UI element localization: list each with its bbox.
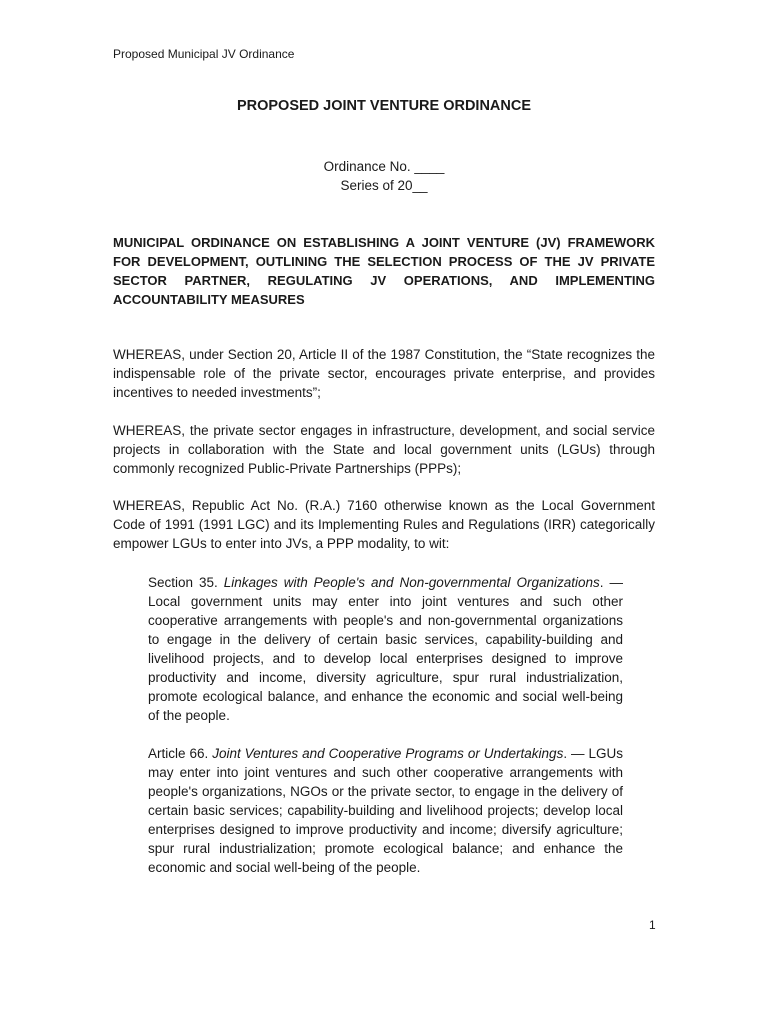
quoted-provision-article-66 [148, 744, 623, 877]
provision-body: LGUs may enter into joint ventures and such other cooperative arrangements with people's organizations, NGOs or the private sector, to engage in the delivery of certain basic services; capability-building and livelihood projects; develop local enterprises designed to improve productivity and income; diversify agriculture; spur rural industrialization; promote ecological balance; and enhance the economic and social well-being of the people. [148, 746, 623, 875]
document-title: PROPOSED JOINT VENTURE ORDINANCE [236, 98, 532, 114]
page-number: 1 [649, 918, 656, 932]
ordinance-subject: MUNICIPAL ORDINANCE ON ESTABLISHING A JOINT VENTURE (JV) FRAMEWORK FOR DEVELOPMENT, OUTLINING THE SELECTION PROCESS OF THE JV PRIVATE SECTOR PARTNER, REGULATING JV OPERATIONS, AND IMPLEMENTING ACCOUNTABILITY MEASURES [113, 235, 655, 307]
provision-prefix: Article 66. [148, 746, 213, 761]
quoted-provision-section-35 [148, 573, 623, 725]
ordinance-number: Ordinance No. ____ [323, 159, 445, 174]
provision-suffix: . — [599, 575, 624, 590]
provision-suffix: . — [563, 746, 589, 761]
whereas-clause-2: WHEREAS, the private sector engages in infrastructure, development, and social service projects in collaboration with the State and local government units (LGUs) through commonly recognized Public-Private Partnerships (PPPs); [113, 423, 655, 476]
provision-body: Local government units may enter into joint ventures and such other cooperative arrangements with people's and non-governmental organizations to engage in the delivery of certain basic services, capability-building and livelihood projects, and to develop local enterprises designed to improve productivity and income, diversity agriculture, spur rural industrialization, promote ecological balance, and enhance the economic and social well-being of the people. [148, 594, 623, 723]
provision-heading: Joint Ventures and Cooperative Programs or Undertakings [212, 746, 564, 761]
provision-heading: Linkages with People's and Non-governmental Organizations [223, 575, 600, 590]
ordinance-number-block [0, 157, 768, 195]
ordinance-series: Series of 20__ [340, 178, 428, 193]
provision-prefix: Section 35. [148, 575, 224, 590]
running-header: Proposed Municipal JV Ordinance [113, 47, 295, 61]
whereas-clause-1: WHEREAS, under Section 20, Article II of the 1987 Constitution, the “State recognizes the indispensable role of the private sector, encourages private enterprise, and provides incentives to needed investments”; [113, 347, 655, 400]
whereas-clause-3: WHEREAS, Republic Act No. (R.A.) 7160 otherwise known as the Local Government Code of 1991 (1991 LGC) and its Implementing Rules and Regulations (IRR) categorically empower LGUs to enter into JVs, a PPP modality, to wit: [113, 498, 655, 551]
